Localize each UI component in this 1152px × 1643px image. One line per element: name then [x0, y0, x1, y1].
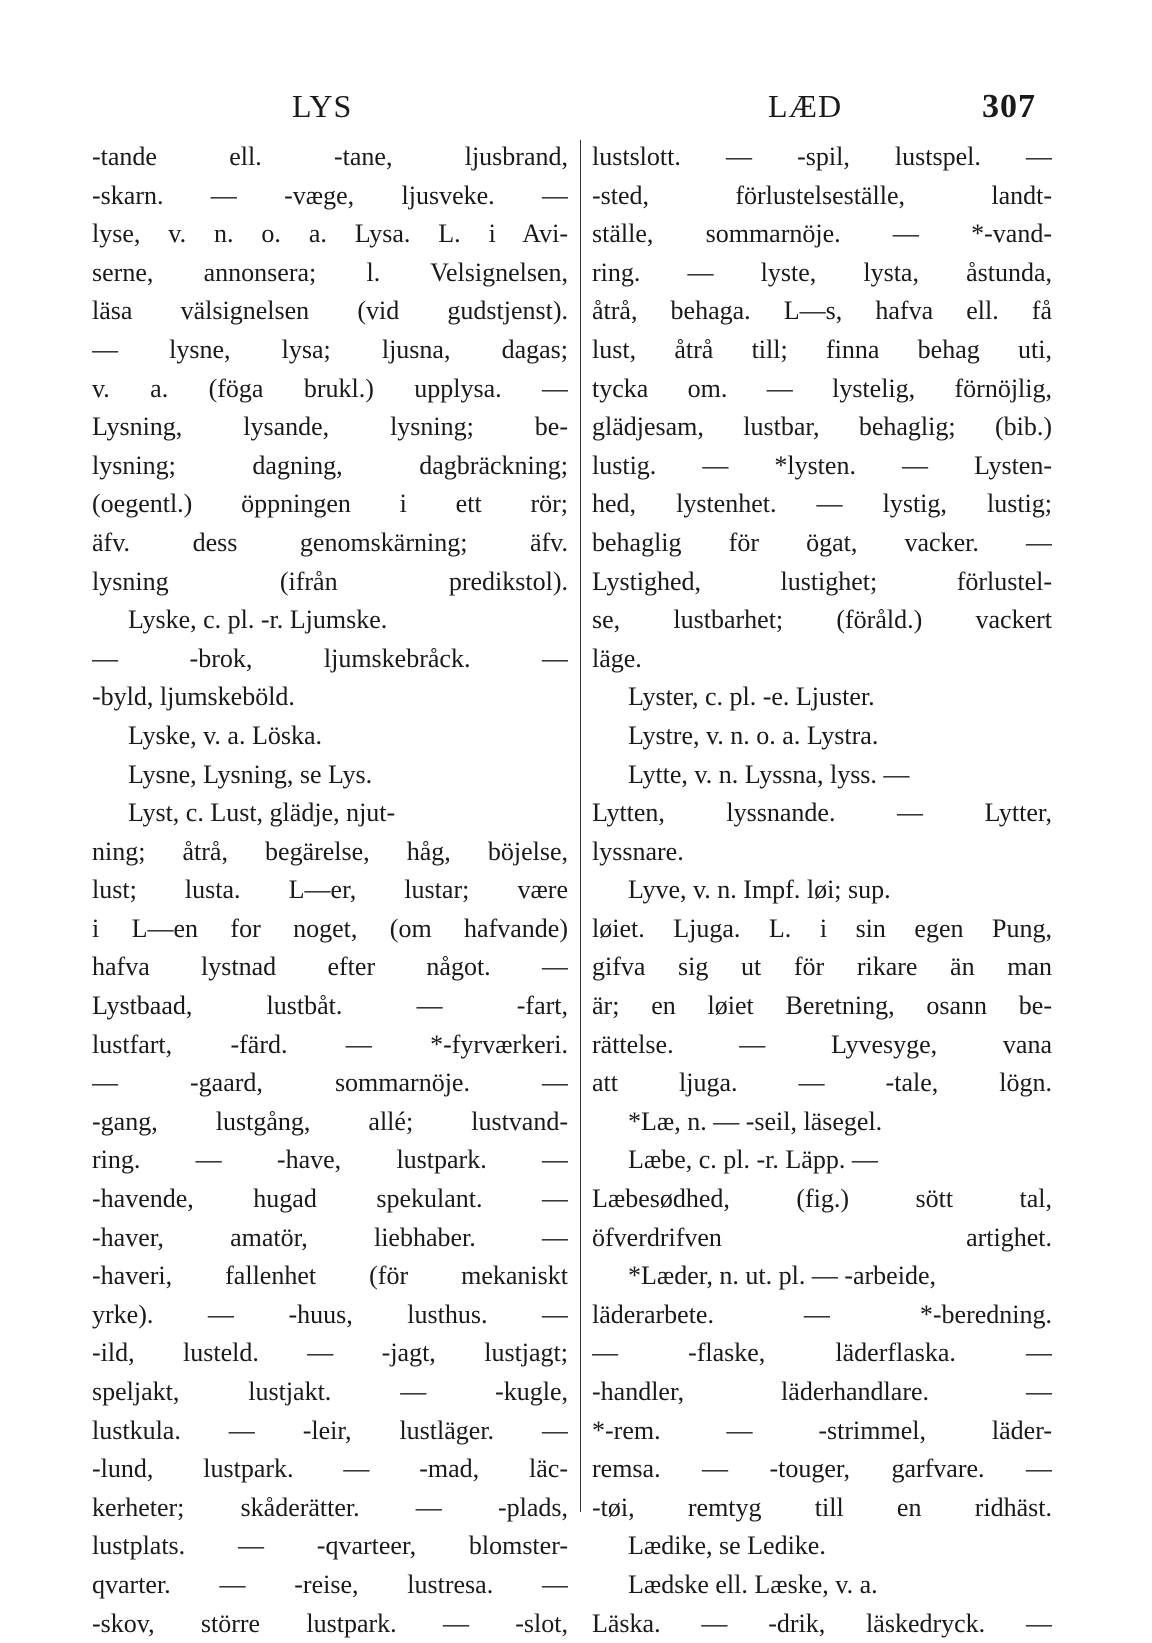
text-line: lyssnare.	[592, 836, 684, 866]
text-line: lustslott. — -spil, lustspel. —	[592, 142, 1052, 171]
text-line: Lædske ell. Læske, v. a.	[628, 1569, 878, 1599]
text-line: tycka om. — lystelig, förnöjlig,	[592, 373, 1052, 403]
text-line: åtrå, behaga. L—s, hafva ell. få	[592, 296, 1052, 326]
text-line: lustkula. — -leir, lustläger. —	[92, 1415, 568, 1445]
text-line: läge.	[592, 643, 642, 673]
text-line: Lyve, v. n. Impf. løi; sup.	[628, 875, 891, 905]
text-line: Läska. — -drik, läskedryck. —	[592, 1608, 1052, 1638]
text-line: Lysne, Lysning, se Lys.	[128, 759, 373, 789]
text-line: ring. — -have, lustpark. —	[92, 1145, 568, 1175]
text-line: ställe, sommarnöje. — *-vand-	[592, 219, 1052, 249]
text-line: -skov, större lustpark. — -slot,	[92, 1608, 568, 1638]
text-line: — -gaard, sommarnöje. —	[92, 1068, 568, 1098]
text-line: se, lustbarhet; (föråld.) vackert	[592, 605, 1052, 635]
text-line: Lyske, c. pl. -r. Ljumske.	[128, 605, 388, 635]
text-line: -gang, lustgång, allé; lustvand-	[92, 1106, 568, 1136]
text-line: lyse, v. n. o. a. Lysa. L. i Avi-	[92, 219, 568, 249]
text-line: Lyske, v. a. Löska.	[128, 720, 322, 750]
text-line: -handler, läderhandlare. —	[592, 1377, 1052, 1406]
text-line: öfverdrifven artighet.	[592, 1222, 1052, 1252]
text-line: ring. — lyste, lysta, åstunda,	[592, 257, 1052, 287]
text-line: -haver, amatör, liebhaber. —	[92, 1222, 568, 1252]
text-line: läderarbete. — *-beredning.	[592, 1299, 1052, 1329]
text-line: (oegentl.) öppningen i ett rör;	[92, 489, 568, 519]
text-line: løiet. Ljuga. L. i sin egen Pung,	[592, 913, 1052, 943]
text-line: yrke). — -huus, lusthus. —	[92, 1299, 568, 1329]
right-column	[592, 138, 1052, 1643]
text-line: hed, lystenhet. — lystig, lustig;	[592, 489, 1052, 519]
text-line: — lysne, lysa; ljusna, dagas;	[92, 334, 568, 364]
text-line: *-rem. — -strimmel, läder-	[592, 1415, 1052, 1445]
text-line: i L—en for noget, (om hafvande)	[92, 913, 568, 943]
text-line: Lyst, c. Lust, glädje, njut-	[128, 798, 396, 828]
text-line: -havende, hugad spekulant. —	[92, 1184, 568, 1214]
text-line: -lund, lustpark. — -mad, läc-	[92, 1454, 568, 1484]
text-line: qvarter. — -reise, lustresa. —	[92, 1569, 568, 1599]
running-head-right: LÆD	[768, 88, 843, 124]
text-line: Lysning, lysande, lysning; be-	[92, 412, 568, 442]
text-line: lysning; dagning, dagbräckning;	[92, 450, 568, 480]
text-line: att ljuga. — -tale, lögn.	[592, 1068, 1052, 1098]
text-line: gifva sig ut för rikare än man	[592, 952, 1052, 982]
text-line: -ild, lusteld. — -jagt, lustjagt;	[92, 1338, 568, 1368]
text-line: remsa. — -touger, garfvare. —	[592, 1454, 1052, 1484]
text-line: -byld, ljumskeböld.	[92, 682, 295, 712]
text-line: *Læ, n. — -seil, läsegel.	[628, 1106, 883, 1136]
text-line: läsa välsignelsen (vid gudstjenst).	[92, 296, 568, 326]
text-line: lust, åtrå till; finna behag uti,	[592, 334, 1052, 364]
text-line: -tande ell. -tane, ljusbrand,	[92, 142, 568, 171]
text-line: Lyster, c. pl. -e. Ljuster.	[628, 682, 875, 712]
text-line: -skarn. — -vægе, ljusveke. —	[92, 180, 568, 210]
text-line: Lystighed, lustighet; förlustel-	[592, 566, 1052, 596]
text-line: är; en løiet Beretning, osann be-	[592, 991, 1052, 1021]
text-line: — -flaske, läderflaska. —	[592, 1338, 1052, 1368]
text-line: Læbe, c. pl. -r. Läpp. —	[628, 1145, 878, 1175]
text-line: Lytten, lyssnande. — Lytter,	[592, 798, 1052, 828]
text-line: glädjesam, lustbar, behaglig; (bib.)	[592, 412, 1052, 442]
left-column	[92, 138, 568, 1643]
text-line: Lædike, se Ledike.	[628, 1531, 826, 1561]
running-head-left: LYS	[292, 88, 353, 124]
text-line: lustig. — *lysten. — Lysten-	[592, 450, 1052, 480]
text-line: Lystre, v. n. o. a. Lystra.	[628, 720, 879, 750]
text-line: speljakt, lustjakt. — -kugle,	[92, 1377, 568, 1406]
text-line: ning; åtrå, begärelse, håg, böjelse,	[92, 836, 568, 866]
text-line: lustplats. — -qvarteer, blomster-	[92, 1531, 568, 1561]
text-line: lysning (ifrån predikstol).	[92, 566, 568, 596]
text-line: lustfart, -färd. — *-fyrværkeri.	[92, 1029, 568, 1059]
text-line: kerheter; skåderätter. — -plads,	[92, 1492, 568, 1522]
text-line: -haveri, fallenhet (för mekaniskt	[92, 1261, 568, 1291]
text-line: — -brok, ljumskebråck. —	[92, 643, 568, 673]
text-line: lust; lusta. L—er, lustar; være	[92, 875, 568, 905]
text-line: v. a. (föga brukl.) upplysa. —	[92, 373, 568, 403]
text-line: behaglig för ögat, vacker. —	[592, 527, 1052, 557]
text-line: -tøi, remtyg till en ridhäst.	[592, 1492, 1052, 1522]
text-line: -sted, förlustelseställe, landt-	[592, 180, 1052, 210]
text-line: rättelse. — Lyvesyge, vana	[592, 1029, 1052, 1059]
text-line: äfv. dess genomskärning; äfv.	[92, 527, 568, 557]
column-divider	[580, 140, 581, 1512]
text-line: *Læder, n. ut. pl. — -arbeide,	[628, 1261, 936, 1291]
text-line: Lystbaad, lustbåt. — -fart,	[92, 991, 568, 1021]
page-number: 307	[982, 88, 1036, 125]
text-line: serne, annonsera; l. Velsignelsen,	[92, 257, 568, 287]
text-line: Læbesødhed, (fig.) sött tal,	[592, 1184, 1052, 1214]
text-line: Lytte, v. n. Lyssna, lyss. —	[628, 759, 910, 789]
text-line: hafva lystnad efter något. —	[92, 952, 568, 982]
